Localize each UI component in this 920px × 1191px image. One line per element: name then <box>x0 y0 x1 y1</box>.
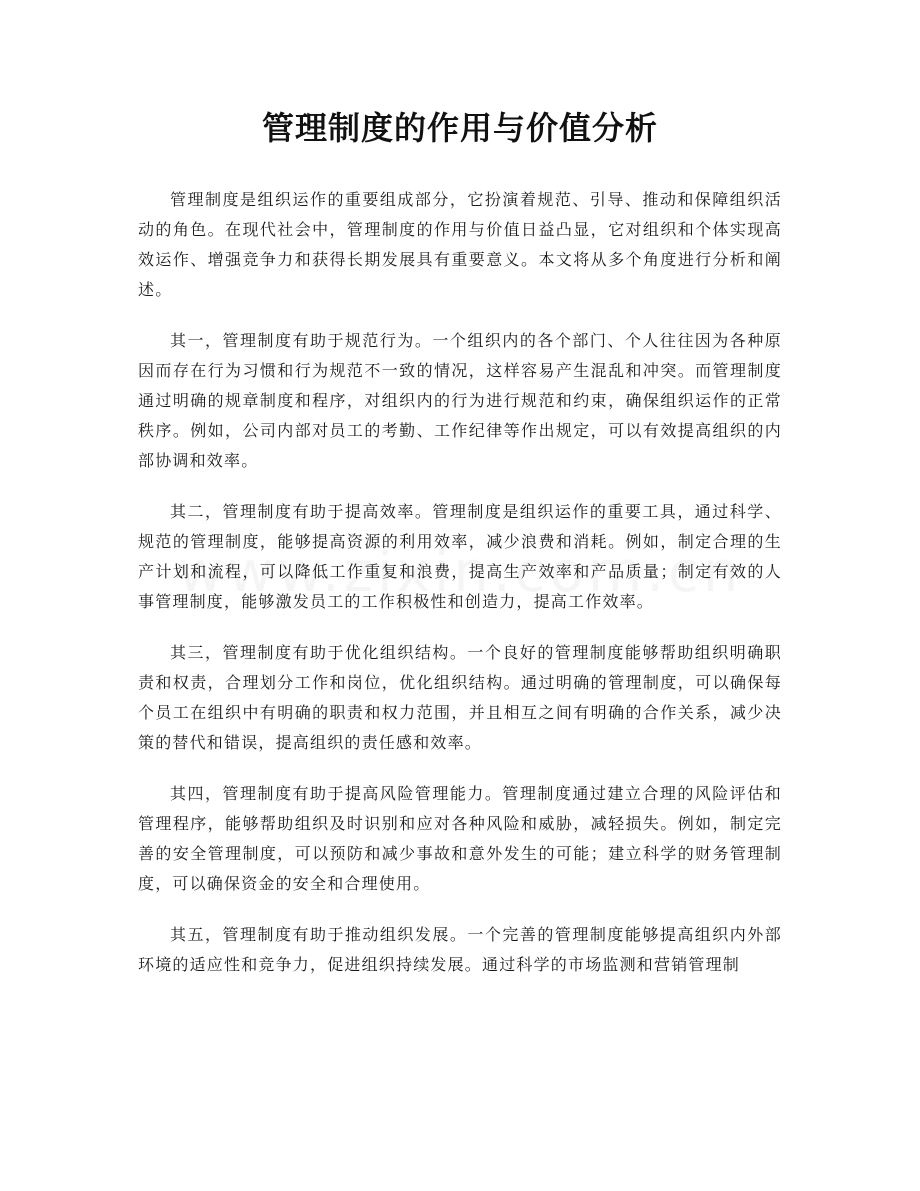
paragraph-point-5: 其五，管理制度有助于推动组织发展。一个完善的管理制度能够提高组织内外部环境的适应性和竞争力，促进组织持续发展。通过科学的市场监测和营销管理制 <box>138 925 782 974</box>
paragraph-intro: 管理制度是组织运作的重要组成部分，它扮演着规范、引导、推动和保障组织活动的角色。在现代社会中，管理制度的作用与价值日益凸显，它对组织和个体实现高效运作、增强竞争力和获得长期发展具有重要意义。本文将从多个角度进行分析和阐述。 <box>138 190 782 299</box>
paragraph-point-1: 其一，管理制度有助于规范行为。一个组织内的各个部门、个人往往因为各种原因而存在行为习惯和行为规范不一致的情况，这样容易产生混乱和冲突。而管理制度通过明确的规章制度和程序，对组织内的行为进行规范和约束，确保组织运作的正常秩序。例如，公司内部对员工的考勤、工作纪律等作出规定，可以有效提高组织的内部协调和效率。 <box>138 331 782 470</box>
document-title: 管理制度的作用与价值分析 <box>261 109 658 147</box>
paragraph-point-2: 其二，管理制度有助于提高效率。管理制度是组织运作的重要工具，通过科学、规范的管理制度，能够提高资源的利用效率，减少浪费和消耗。例如，制定合理的生产计划和流程，可以降低工作重复和浪费，提高生产效率和产品质量；制定有效的人事管理制度，能够激发员工的工作积极性和创造力，提高工作效率。 <box>138 502 782 611</box>
paragraph-point-4: 其四，管理制度有助于提高风险管理能力。管理制度通过建立合理的风险评估和管理程序，能够帮助组织及时识别和应对各种风险和威胁，减轻损失。例如，制定完善的安全管理制度，可以预防和减少事故和意外发生的可能；建立科学的财务管理制度，可以确保资金的安全和合理使用。 <box>138 784 782 893</box>
document-body <box>138 185 782 980</box>
paragraph-point-3: 其三，管理制度有助于优化组织结构。一个良好的管理制度能够帮助组织明确职责和权责，合理划分工作和岗位，优化组织结构。通过明确的管理制度，可以确保每个员工在组织中有明确的职责和权力范围，并且相互之间有明确的合作关系，减少决策的替代和错误，提高组织的责任感和效率。 <box>138 643 782 752</box>
